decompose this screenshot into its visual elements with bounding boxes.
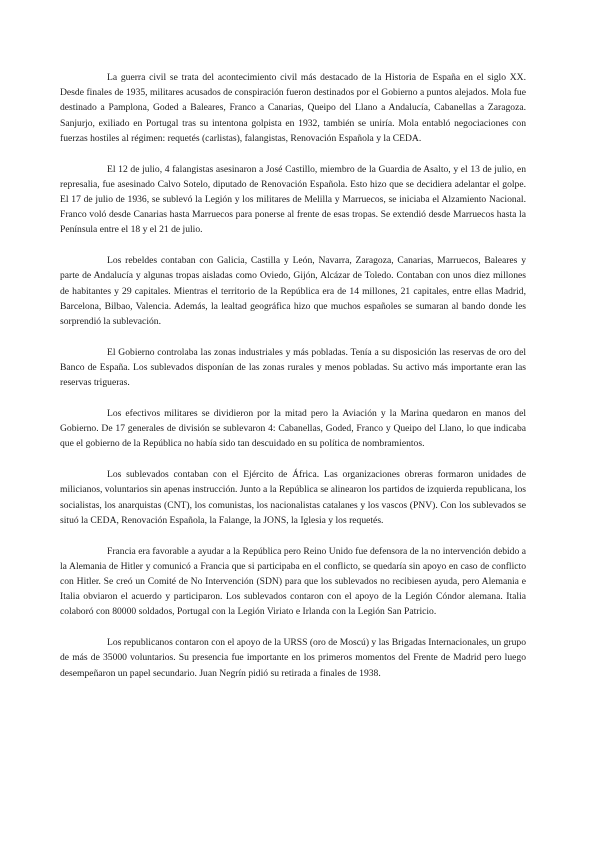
paragraph-republican-support: Los republicanos contaron con el apoyo de la URSS (oro de Moscú) y las Brigadas Internacionales, un grupo de más de 35000 voluntarios. Su presencia fue importante en los primeros momentos del Frente de Madrid pero luego desempeñaron un papel secundario. Juan Negrín pidió su retirada a finales de 1938. xyxy=(60,637,526,679)
document-body xyxy=(60,70,526,696)
paragraph-international-intervention: Francia era favorable a ayudar a la República pero Reino Unido fue defensora de la no intervención debido a la Alemania de Hitler y comunicó a Francia que si participaba en el conflicto, se quedaría sin apoyo en caso de conflicto con Hitler. Se creó un Comité de No Intervención (SDN) para que los sublevados no recibiesen ayuda, pero Alemania e Italia obviaron el acuerdo y participaron. Los sublevados contaron con el apoyo de la Legión Cóndor alemana. Italia colaboró con 80000 soldados, Portugal con la Legión Viriato e Irlanda con la Legión San Patricio. xyxy=(60,545,526,618)
paragraph-rebel-territory: Los rebeldes contaban con Galicia, Castilla y León, Navarra, Zaragoza, Canarias, Marruecos, Baleares y parte de Andalucía y algunas tropas aisladas como Oviedo, Gijón, Alcázar de Toledo. Contaban con unos diez millones de habitantes y 29 capitales. Mientras el territorio de la República era de 14 millones, 21 capitales, entre ellas Madrid, Barcelona, Bilbao, Valencia. Además, la lealtad geográfica hizo que muchos españoles se sumaran al bando donde les sorprendió la sublevación. xyxy=(60,255,526,328)
paragraph-july-uprising: El 12 de julio, 4 falangistas asesinaron a José Castillo, miembro de la Guardia de Asalto, y el 13 de julio, en represalia, fue asesinado Calvo Sotelo, diputado de Renovación Española. Esto hizo que se decidiera adelantar el golpe. El 17 de julio de 1936, se sublevó la Legión y los militares de Melilla y Marruecos, se iniciaba el Alzamiento Nacional. Franco voló desde Canarias hasta Marruecos para ponerse al frente de esas tropas. Se extendió desde Marruecos hasta la Península entre el 18 y el 21 de julio. xyxy=(60,163,526,236)
paragraph-forces-alignment: Los sublevados contaban con el Ejército de África. Las organizaciones obreras formaron unidades de milicianos, voluntarios sin apenas instrucción. Junto a la República se alinearon los partidos de izquierda republicana, los socialistas, los anarquistas (CNT), los comunistas, los nacionalistas catalanes y los vascos (PNV). Con los sublevados se situó la CEDA, Renovación Española, la Falange, la JONS, la Iglesia y los requetés. xyxy=(60,469,526,526)
paragraph-government-resources: El Gobierno controlaba las zonas industriales y más pobladas. Tenía a su disposición las reservas de oro del Banco de España. Los sublevados disponían de las zonas rurales y menos pobladas. Su activo más importante eran las reservas trigueras. xyxy=(60,346,526,389)
paragraph-intro-conspiracy: La guerra civil se trata del acontecimiento civil más destacado de la Historia de España en el siglo XX. Desde finales de 1935, militares acusados de conspiración fueron destinados por el Gobierno a puntos alejados. Mola fue destinado a Pamplona, Goded a Baleares, Franco a Canarias, Queipo del Llano a Andalucía, Cabanellas a Zaragoza. Sanjurjo, exiliado en Portugal tras su intentona golpista en 1932, también se uniría. Mola entabló negociaciones con fuerzas hostiles al régimen: requetés (carlistas), falangistas, Renovación Española y la CEDA. xyxy=(60,72,526,144)
paragraph-military-division: Los efectivos militares se dividieron por la mitad pero la Aviación y la Marina quedaron en manos del Gobierno. De 17 generales de división se sublevaron 4: Cabanellas, Goded, Franco y Queipo del Llano, lo que indicaba que el gobierno de la República no había sido tan descuidado en su política de nombramientos. xyxy=(60,408,526,450)
